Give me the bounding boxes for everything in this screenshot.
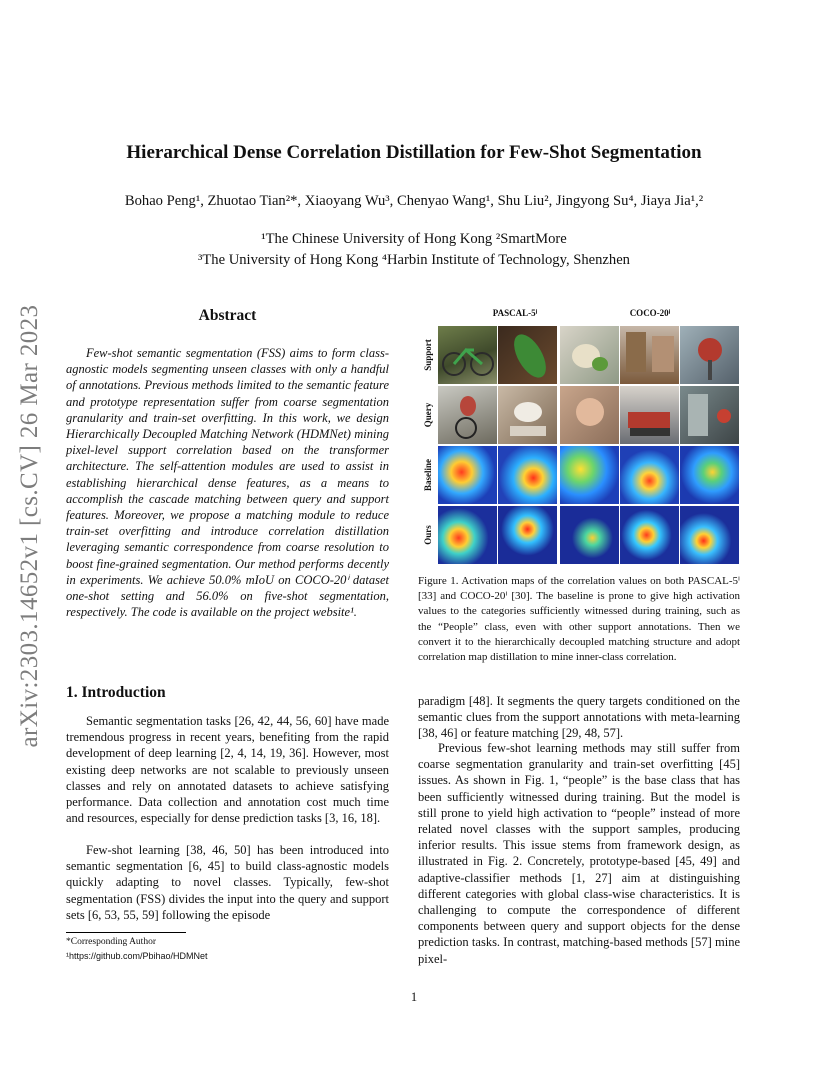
abstract-text: Few-shot semantic segmentation (FSS) aims to form class-agnostic models segmenting unseen classes with only a handful of annotations. Previous methods limited to the semantic feature and prototype representation suffer from coarse segmentation granularity and train-set overfitting. In this work, we design Hierarchically Decoupled Matching Network (HDMNet) mining pixel-level support correlation based on the transformer architecture. The self-attention modules are used to assist in establishing hierarchical dense features, as a means to accomplish the cascade matching between query and support features. Moreover, we propose a matching module to reduce train-set overfitting and introduce correlation distillation leveraging semantic correspondence from coarse resolution to boost fine-grained segmentation. Our method performs decently in experiments. We achieve 50.0% mIoU on COCO-20ⁱ dataset one-shot setting and 56.0% on five-shot segmentation, respectively. The code is available on the project website¹. xyxy=(66,346,389,620)
figure-image xyxy=(620,326,679,384)
row-label-ours: Ours xyxy=(423,525,433,545)
figure-image xyxy=(680,386,739,444)
introduction-heading: 1. Introduction xyxy=(66,684,166,701)
right-paragraph-2: Previous few-shot learning methods may still suffer from coarse segmentation granularity and train-set overfitting [45] issues. As shown in Fig. 1, “people” is the base class that has been sufficiently witnessed during training. But the model is still prone to yield high activation to “people” instead of more related novel classes with the support samples, producing inferior results. This issue stems from framework design, as illustrated in Fig. 2. Concretely, prototype-based [45, 49] and adaptive-classifier methods [1, 27] aim at distinguishing different categories with global class-wise characteristics. It is challenging to compute the correspondence of different components between query and support objects for the dense prediction tasks. In contrast, matching-based methods [57] mine pixel- xyxy=(418,741,740,966)
figure-heatmap xyxy=(560,446,619,504)
intro-paragraph-1: Semantic segmentation tasks [26, 42, 44, 56, 60] have made tremendous progress in recent years, benefiting from the rapid development of deep learning [2, 4, 14, 19, 36]. However, most existing deep networks are not scalable to previously unseen classes and rely on annotated datasets to achieve satisfying performance. Data collection and annotation cost much time and resources, especially for dense prediction tasks [3, 16, 18]. xyxy=(66,714,389,826)
figure-image xyxy=(438,326,497,384)
page-number: 1 xyxy=(410,990,418,1004)
footnote-corresponding: *Corresponding Author xyxy=(66,937,156,947)
figure-image xyxy=(498,386,557,444)
affiliation-line-2: ³The University of Hong Kong ⁴Harbin Institute of Technology, Shenzhen xyxy=(198,252,630,268)
footnote-url[interactable]: ¹https://github.com/Pbihao/HDMNet xyxy=(66,951,208,961)
figure-heatmap xyxy=(498,506,557,564)
figure-heatmap xyxy=(438,446,497,504)
figure-heatmap xyxy=(560,506,619,564)
figure-caption: Figure 1. Activation maps of the correlation values on both PASCAL-5ⁱ [33] and COCO-20ⁱ [30]. The baseline is prone to give high activation values to the categories sufficiently witnessed during training, such as the “People” class, even with other support annotations. Then we convert it to the hierarchically decoupled matching structure and adopt correlation map distillation to mine inner-class correlation. xyxy=(418,575,740,664)
figure-image xyxy=(438,386,497,444)
figure-col-head-pascal: PASCAL-5ⁱ xyxy=(492,308,538,318)
figure-1 xyxy=(418,308,740,570)
figure-col-head-coco: COCO-20ⁱ xyxy=(629,308,671,318)
arxiv-identifier: arXiv:2303.14652v1 [cs.CV] 26 Mar 2023 xyxy=(16,304,43,748)
figure-heatmap xyxy=(620,506,679,564)
figure-image xyxy=(620,386,679,444)
figure-heatmap xyxy=(680,506,739,564)
abstract-heading: Abstract xyxy=(198,307,257,324)
row-label-baseline: Baseline xyxy=(423,459,433,492)
affiliation-line-1: ¹The Chinese University of Hong Kong ²SmartMore xyxy=(261,231,567,247)
author-list: Bohao Peng¹, Zhuotao Tian²*, Xiaoyang Wu³, Chenyao Wang¹, Shu Liu², Jingyong Su⁴, Jiaya Jia¹,² xyxy=(124,193,704,209)
figure-heatmap xyxy=(438,506,497,564)
figure-image xyxy=(560,386,619,444)
row-label-query: Query xyxy=(423,402,433,428)
intro-paragraph-2: Few-shot learning [38, 46, 50] has been introduced into semantic segmentation [6, 45] to build class-agnostic models quickly adapting to novel classes. Typically, few-shot segmentation (FSS) divides the input into the query and support sets [6, 53, 55, 59] following the episode xyxy=(66,843,389,922)
row-label-support: Support xyxy=(423,339,433,371)
figure-heatmap xyxy=(680,446,739,504)
right-paragraph-1: paradigm [48]. It segments the query targets conditioned on the semantic clues from the support annotations with meta-learning [38, 46] or feature matching [29, 48, 57]. xyxy=(418,694,740,741)
figure-image xyxy=(498,326,557,384)
figure-heatmap xyxy=(498,446,557,504)
figure-image xyxy=(560,326,619,384)
footnote-rule xyxy=(66,932,186,933)
paper-title: Hierarchical Dense Correlation Distillation for Few-Shot Segmentation xyxy=(126,142,702,163)
figure-image xyxy=(680,326,739,384)
figure-heatmap xyxy=(620,446,679,504)
